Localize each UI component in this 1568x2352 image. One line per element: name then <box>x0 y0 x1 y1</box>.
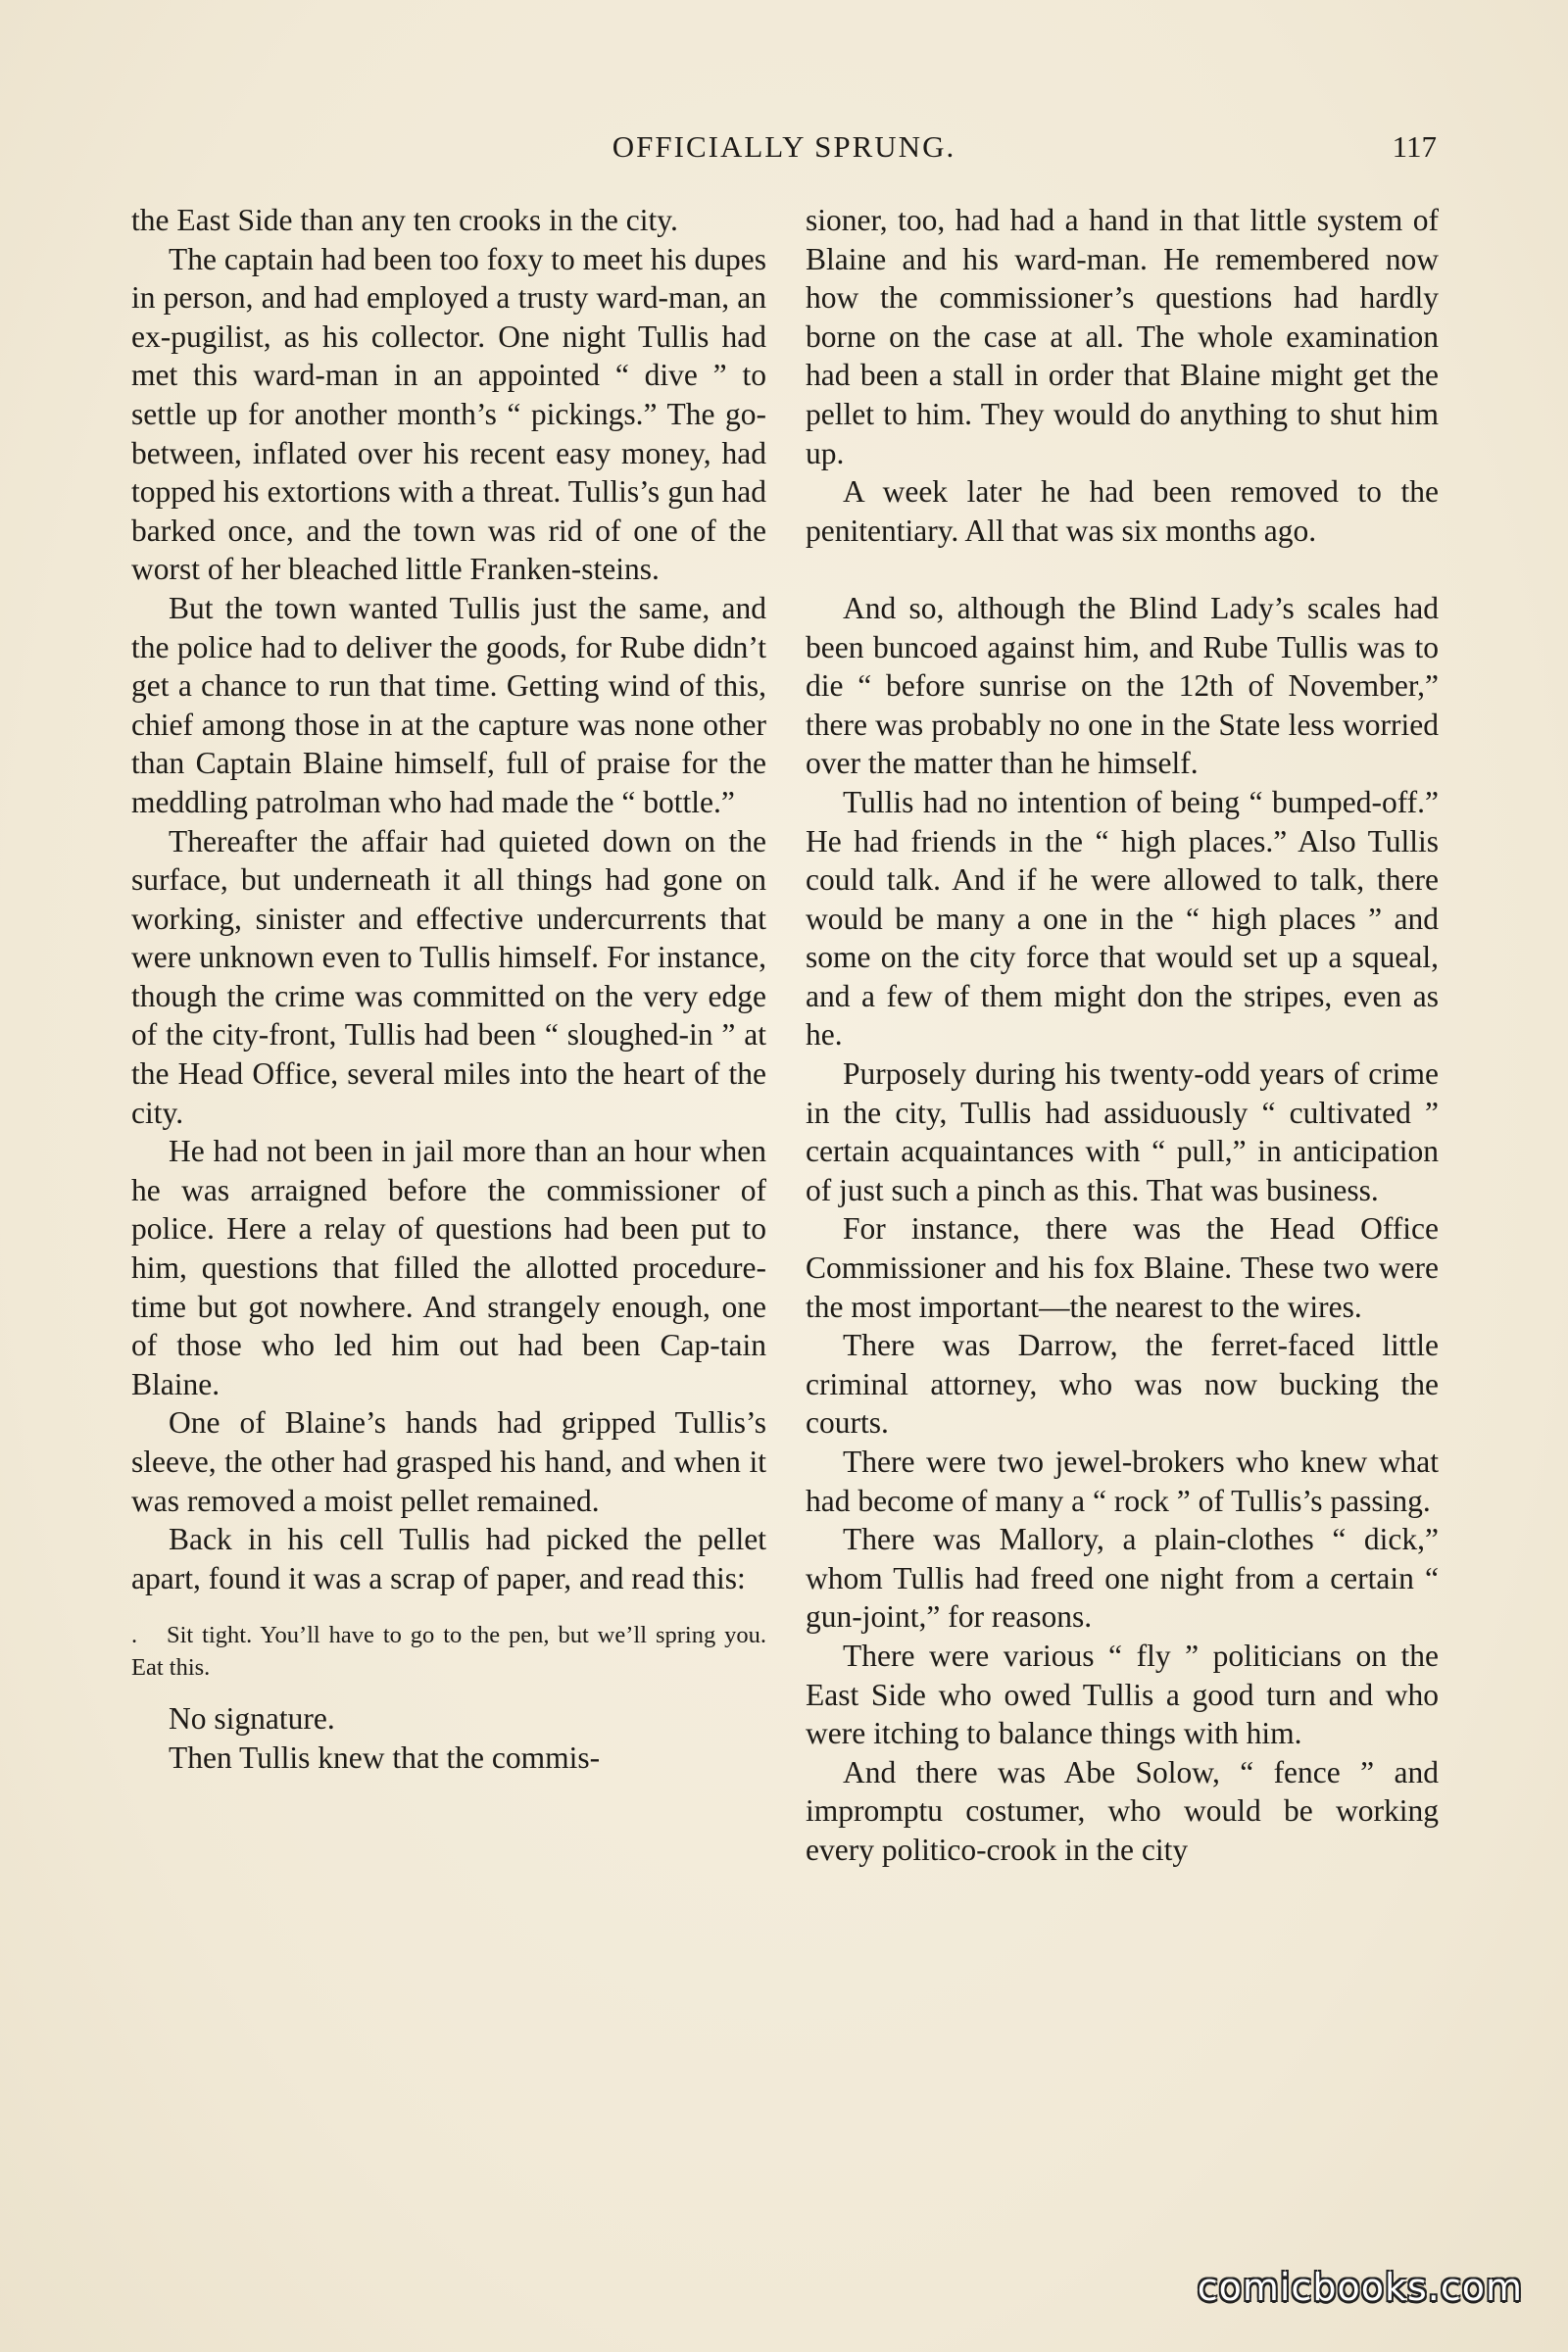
quoted-note <box>131 1619 766 1684</box>
paragraph: Purposely during his twenty-odd years of crime in the city, Tullis had assiduously “ cultivated ” certain acquaintances with “ pull,” in anticipation of just such a pinch as this. That was business. <box>806 1056 1439 1207</box>
paragraph: One of Blaine’s hands had gripped Tullis’s sleeve, the other had grasped his hand, and when it was removed a moist pellet remained. <box>131 1405 766 1518</box>
letter-marker: . <box>131 1622 138 1649</box>
paragraph: He had not been in jail more than an hour when he was arraigned before the commissioner of police. Here a relay of questions had been put to him, questions that filled the allotted procedure-time but got nowhere. And strangely enough, one of those who led him out had been Cap-tain Blaine. <box>131 1134 766 1401</box>
paragraph: There was Mallory, a plain-clothes “ dick,” whom Tullis had freed one night from a certain “ gun-joint,” for reasons. <box>806 1522 1439 1635</box>
quoted-note-text: Sit tight. You’ll have to go to the pen, but we’ll spring you. Eat this. <box>131 1622 766 1682</box>
paragraph: Back in his cell Tullis had picked the pellet apart, found it was a scrap of paper, and read this: <box>131 1522 766 1595</box>
paragraph: For instance, there was the Head Office Commissioner and his fox Blaine. These two were the most important—the nearest to the wires. <box>806 1211 1439 1324</box>
paragraph: And there was Abe Solow, “ fence ” and impromptu costumer, who would be working every politico-crook in the city <box>806 1754 1439 1867</box>
page-number: 117 <box>1392 129 1437 164</box>
paragraph: No signature. <box>169 1701 335 1737</box>
paragraph: The captain had been too foxy to meet his dupes in person, and had employed a trusty ward-man, an ex-pugilist, as his collector. One night Tullis had met this ward-man in an appointed “ dive ” to settle up for another month’s “ pickings.” The go-between, inflated over his recent easy money, had topped his extortions with a threat. Tullis’s gun had barked once, and the town was rid of one of the worst of her bleached little Franken-steins. <box>131 241 766 587</box>
right-column <box>806 201 1439 1870</box>
text-columns <box>131 201 1437 2200</box>
section-break <box>806 550 1439 589</box>
paragraph: Thereafter the affair had quieted down on the surface, but underneath it all things had gone on working, sinister and effective undercurrents that were unknown even to Tullis himself. For instance, though the crime was committed on the very edge of the city-front, Tullis had been “ sloughed-in ” at the Head Office, several miles into the heart of the city. <box>131 823 766 1130</box>
paragraph: And so, although the Blind Lady’s scales had been buncoed against him, and Rube Tullis was to die “ before sunrise on the 12th of November,” there was probably no one in the State less worried over the matter than he himself. <box>806 590 1439 781</box>
paragraph: There were two jewel-brokers who knew what had become of many a “ rock ” of Tullis’s passing. <box>806 1445 1439 1518</box>
paragraph: the East Side than any ten crooks in the city. <box>131 203 678 237</box>
left-column <box>131 201 766 1778</box>
paragraph: sioner, too, had had a hand in that little system of Blaine and his ward-man. He remembered now how the commissioner’s questions had hardly borne on the case at all. The whole examination had been a stall in order that Blaine might get the pellet to him. They would do anything to shut him up. <box>806 203 1439 470</box>
page-header <box>131 129 1437 178</box>
running-title: OFFICIALLY SPRUNG. <box>612 129 956 164</box>
paragraph: A week later he had been removed to the penitentiary. All that was six months ago. <box>806 474 1439 548</box>
paragraph: Tullis had no intention of being “ bumped-off.” He had friends in the “ high places.” Also Tullis could talk. And if he were allowed to talk, there would be many a one in the “ high places ” and some on the city force that would set up a squeal, and a few of them might don the stripes, even as he. <box>806 784 1439 1053</box>
paragraph: There was Darrow, the ferret-faced little criminal attorney, who was now bucking the courts. <box>806 1328 1439 1441</box>
paragraph: There were various “ fly ” politicians on the East Side who owed Tullis a good turn and who were itching to balance things with him. <box>806 1638 1439 1751</box>
paragraph: Then Tullis knew that the commis- <box>169 1740 601 1775</box>
site-watermark: comicbooks.com <box>1197 2266 1523 2309</box>
paragraph: But the town wanted Tullis just the same, and the police had to deliver the goods, for Rube didn’t get a chance to run that time. Getting wind of this, chief among those in at the capture was none other than Captain Blaine himself, full of praise for the meddling patrolman who had made the “ bottle.” <box>131 590 766 819</box>
